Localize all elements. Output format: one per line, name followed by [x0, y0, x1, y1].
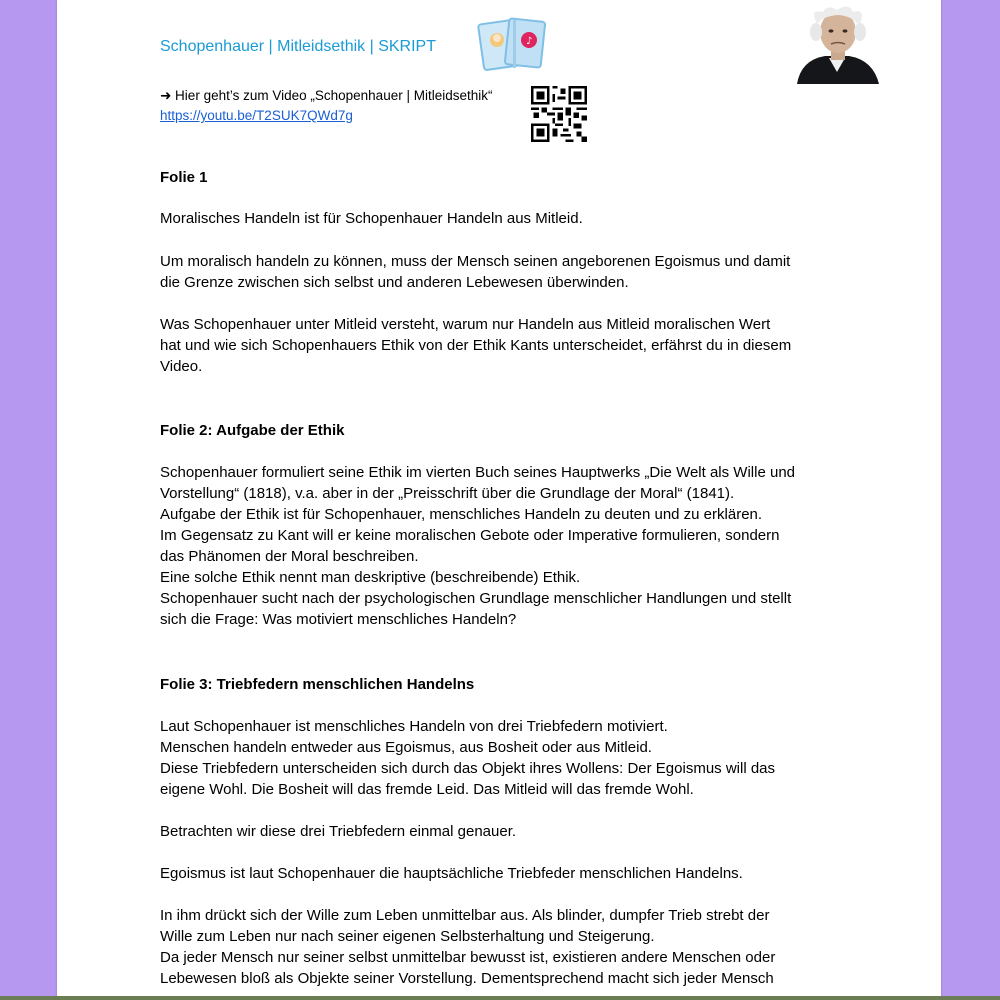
paragraph-line: eigene Wohl. Die Bosheit will das fremde Leid. Das Mitleid will das fremde Wohl. [160, 781, 694, 798]
paragraph-line: Da jeder Mensch nur seiner selbst unmittelbar bewusst ist, existieren andere Menschen oder [160, 949, 776, 966]
video-reference-text: ➜ Hier geht’s zum Video „Schopenhauer | Mitleidsethik“ [160, 88, 493, 103]
document-title: Schopenhauer | Mitleidsethik | SKRIPT [160, 38, 436, 55]
paragraph-line: Um moralisch handeln zu können, muss der Mensch seinen angeborenen Egoismus und damit [160, 253, 791, 270]
book-logo-icon [477, 16, 549, 76]
paragraph: Egoismus ist laut Schopenhauer die hauptsächliche Triebfeder menschlichen Handelns. [160, 865, 743, 882]
svg-text:♪: ♪ [526, 36, 533, 47]
paragraph-line: Aufgabe der Ethik ist für Schopenhauer, menschliches Handeln zu deuten und zu erklären. [160, 506, 763, 523]
paragraph: Betrachten wir diese drei Triebfedern einmal genauer. [160, 823, 517, 840]
paragraph-line: Laut Schopenhauer ist menschliches Handeln von drei Triebfedern motiviert. [160, 718, 668, 735]
schopenhauer-portrait [787, 2, 887, 84]
paragraph-line: Im Gegensatz zu Kant will er keine moralischen Gebote oder Imperative formulieren, sondern [160, 527, 780, 544]
paragraph-line: Schopenhauer sucht nach der psychologischen Grundlage menschlicher Handlungen und stellt [160, 590, 792, 607]
paragraph-line: Video. [160, 358, 203, 375]
paragraph-line: Lebewesen bloß als Objekte seiner Vorstellung. Dementsprechend macht sich jeder Mensch [160, 970, 774, 987]
paragraph-line: Vorstellung“ (1818), v.a. aber in der „Preisschrift über die Grundlage der Moral“ (1841). [160, 485, 735, 502]
paragraph-line: Schopenhauer formuliert seine Ethik im vierten Buch seines Hauptwerks „Die Welt als Wille und [160, 464, 796, 481]
paragraph: Moralisches Handeln ist für Schopenhauer Handeln aus Mitleid. [160, 210, 583, 227]
bottom-edge-strip [0, 996, 1000, 1000]
paragraph-line: Was Schopenhauer unter Mitleid versteht, warum nur Handeln aus Mitleid moralischen Wert [160, 316, 771, 333]
heading-folie-2: Folie 2: Aufgabe der Ethik [160, 422, 345, 439]
paragraph-line: sich die Frage: Was motiviert menschliches Handeln? [160, 611, 517, 628]
video-link[interactable]: https://youtu.be/T2SUK7QWd7g [160, 108, 353, 123]
paragraph-line: Menschen handeln entweder aus Egoismus, aus Bosheit oder aus Mitleid. [160, 739, 652, 756]
qr-code-icon[interactable] [531, 86, 587, 142]
document-page [57, 0, 941, 1000]
heading-folie-1: Folie 1 [160, 169, 208, 186]
paragraph-line: In ihm drückt sich der Wille zum Leben unmittelbar aus. Als blinder, dumpfer Trieb strebt der [160, 907, 770, 924]
paragraph-line: Wille zum Leben nur nach seiner eigenen Selbsterhaltung und Steigerung. [160, 928, 655, 945]
paragraph-line: das Phänomen der Moral beschreiben. [160, 548, 419, 565]
paragraph-line: hat und wie sich Schopenhauers Ethik von der Ethik Kants unterscheidet, erfährst du in diesem [160, 337, 792, 354]
paragraph-line: Diese Triebfedern unterscheiden sich durch das Objekt ihres Wollens: Der Egoismus will das [160, 760, 776, 777]
paragraph-line: Eine solche Ethik nennt man deskriptive (beschreibende) Ethik. [160, 569, 581, 586]
paragraph-line: die Grenze zwischen sich selbst und anderen Lebewesen überwinden. [160, 274, 629, 291]
heading-folie-3: Folie 3: Triebfedern menschlichen Handelns [160, 676, 475, 693]
